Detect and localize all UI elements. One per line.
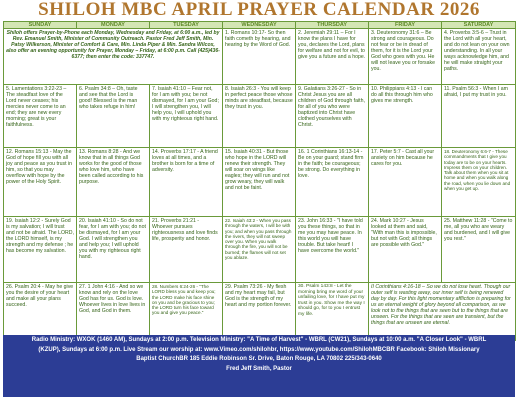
day-header-thursday: THURSDAY [296, 22, 369, 29]
day-cell: 29. Psalm 73:26 - My flesh and my heart may fail, but God is the strength of my heart and my portion forever. [223, 283, 296, 341]
day-cell: 23. John 16:33 - "I have told you these things, so that in me you may have peace. In this world you will have trouble. But take heart! I have overcome the world." [296, 217, 369, 283]
day-cell: 10. Philippians 4:13 - I can do all this through him who gives me strength. [369, 85, 442, 148]
closing-scripture-note: II Corinthians 4:16-18 – So we do not lose heart. Though our outer self is wasting away, our inner self is being renewed day by day. For this light momentary affliction is preparing for us an eternal weight of glory beyond all comparison, as we look not to the things that are seen but to the things that are unseen. For the things that are seen are transient, but the things that are unseen are eternal. [369, 283, 516, 341]
week-row-4 [4, 217, 516, 283]
intro-text: Shiloh offers Prayer-by-Phone each Monday, Wednesday and Friday, at 6:00 a.m., led by Rev. Emanuel Smith, Minister of Community Outreach. Pastor Fred Jeff Smith, Min. Patsy Wilkerson, Minister of Comfort & Care, Min. Linda Piper & Min. Sandra Wilcox, also offer an evening opportunity for Prayer, Monday – Friday, at 6:00 p.m. Call (425)436-6377; then enter the code: 337747. [6, 30, 220, 60]
footer-line-pastor: Fred Jeff Smith, Pastor [226, 365, 292, 372]
day-cell: 4. Proverbs 3:5-6 – Trust in the Lord with all your heart, and do not lean on your own understanding. In all your ways acknowledge him, and he will make straight your paths. [442, 29, 516, 85]
day-cell: 20. Isaiah 41:10 - So do not fear, for I am with you; do not be dismayed, for I am your God. I will strengthen you and help you; I will uphold you with my righteous right hand. [77, 217, 150, 283]
day-cell: 6. Psalm 34:8 – Oh, taste and see that the Lord is good! Blessed is the man who takes refuge in him! [77, 85, 150, 148]
day-cell: 25. Matthew 11:28 - "Come to me, all you who are weary and burdened, and I will give you rest." [442, 217, 516, 283]
day-header-sunday: SUNDAY [4, 22, 77, 29]
day-header-monday: MONDAY [77, 22, 150, 29]
day-cell: 30. Psalm 143:8 - Let the morning bring me word of your unfailing love, for I have put my trust in you. Show me the way I should go, for to you I entrust my life. [296, 283, 369, 341]
day-cell: 24. Mark 10:27 - Jesus looked at them and said, "With man this is impossible, but not with God; all things are possible with God." [369, 217, 442, 283]
day-cell: 15. Isaiah 40:31 - But those who hope in the LORD will renew their strength. They will soar on wings like eagles; they will run and not grow weary, they will walk and not be faint. [223, 148, 296, 217]
day-header-saturday: SATURDAY [442, 22, 516, 29]
day-cell: 22. Isaiah 43:2 - When you pass through the waters, I will be with you; and when you pass through the rivers, they will not sweep over you. When you walk through the fire, you will not be burned; the flames will not set you ablaze. [223, 217, 296, 283]
week-row-3 [4, 148, 516, 217]
day-header-wednesday: WEDNESDAY [223, 22, 296, 29]
calendar-title: SHILOH MBC APRIL PRAYER CALENDAR 2026 [38, 0, 480, 20]
ministry-footer [3, 335, 515, 397]
day-cell: 27. 1 John 4:16 - And so we know and rely on the love God has for us. God is love. Whoever lives in love lives in God, and God in them. [77, 283, 150, 341]
day-cell: 21. Proverbs 21:21 - Whoever pursues righteousness and love finds life, prosperity and honor. [150, 217, 223, 283]
week-row-1 [4, 29, 516, 85]
day-cell: 8. Isaiah 26:3 - You will keep in perfect peace those whose minds are steadfast, because they trust in you. [223, 85, 296, 148]
footer-line-address: Baptist ChurchBR 185 Eddie Robinson Sr. Drive, Baton Rouge, LA 70802 225/343-0640 [136, 356, 382, 363]
day-cell: 19. Isaiah 12:2 - Surely God is my salvation; I will trust and not be afraid. The LORD, the LORD himself, is my strength and my defense ; he has become my salvation. [4, 217, 77, 283]
day-cell: 12. Romans 15:13 - May the God of hope fill you with all joy and peace as you trust in him, so that you may overflow with hope by the power of the Holy Spirit. [4, 148, 77, 217]
footer-line-radio-tv: Radio Ministry: WXOK (1460 AM), Sundays at 2:00 p.m. Television Ministry: "A Time of Harvest" - WBRL (CW21), Sundays at 10:00 a.m. "A Closer Look" - WBRL [31, 337, 487, 343]
day-cell: 9. Galatians 3:26-27 - So in Christ Jesus you are all children of God through faith, for all of you who were baptized into Christ have clothed yourselves with Christ. [296, 85, 369, 148]
week-row-2 [4, 85, 516, 148]
day-cell: 18. Deuteronomy 6:6-7 - These commandments that I give you today are to be on your hearts. Impress them on your children. Talk about them when you sit at home and when you walk along the road, when you lie down and when you get up. [442, 148, 516, 217]
footer-line-livestream: (KZUP), Sundays at 6:00 p.m. Live Stream our worship at: www.Vimeo.com/shilohbr, https://www.youtube.com/ShilohMBCBR Facebook: Shiloh Missionary [38, 346, 480, 353]
day-cell: 5. Lamentations 3:22-23 – The steadfast love of the Lord never ceases; his mercies never come to an end; they are new every morning; great is your faithfulness. [4, 85, 77, 148]
day-cell: 13. Romans 8:28 - And we know that in all things God works for the good of those who love him, who have been called according to his purpose. [77, 148, 150, 217]
day-cell: 2. Jeremiah 29:11 – For I know the plans I have for you, declares the Lord, plans for welfare and not for evil, to give you a future and a hope. [296, 29, 369, 85]
day-cell: 14. Proverbs 17:17 - A friend loves at all times, and a brother is born for a time of adversity. [150, 148, 223, 217]
day-header-tuesday: TUESDAY [150, 22, 223, 29]
day-cell: 26. Psalm 20:4 - May he give you the desire of your heart and make all your plans succeed. [4, 283, 77, 341]
day-cell: 28. Numbers 6:24-26 - "The LORD bless you and keep you; the LORD make his face shine on you and be gracious to you; the LORD turn his face toward you and give you peace." [150, 283, 223, 341]
day-cell: 16. 1 Corinthians 16:13-14 - Be on your guard; stand firm in the faith; be courageous; be strong. Do everything in love. [296, 148, 369, 217]
day-cell: 11. Psalm 56:3 - When I am afraid, I put my trust in you. [442, 85, 516, 148]
day-cell: 3. Deuteronomy 31:6 – Be strong and courageous. Do not fear or be in dread of them, for it is the Lord your God who goes with you. He will not leave you or forsake you. [369, 29, 442, 85]
day-cell: 17. Peter 5:7 - Cast all your anxiety on him because he cares for you. [369, 148, 442, 217]
day-cell: 1. Romans 10:17- So then faith cometh by hearing, and hearing by the Word of God. [223, 29, 296, 85]
day-header-friday: FRIDAY [369, 22, 442, 29]
calendar-grid [3, 21, 516, 341]
prayer-by-phone-notice [4, 29, 223, 85]
weekday-header-row [4, 22, 516, 29]
day-cell: 7. Isaiah 41:10 – Fear not, for I am with you; be not dismayed, for I am your God; I will strengthen you, I will help you, I will uphold you with my righteous right hand. [150, 85, 223, 148]
week-row-5 [4, 283, 516, 341]
